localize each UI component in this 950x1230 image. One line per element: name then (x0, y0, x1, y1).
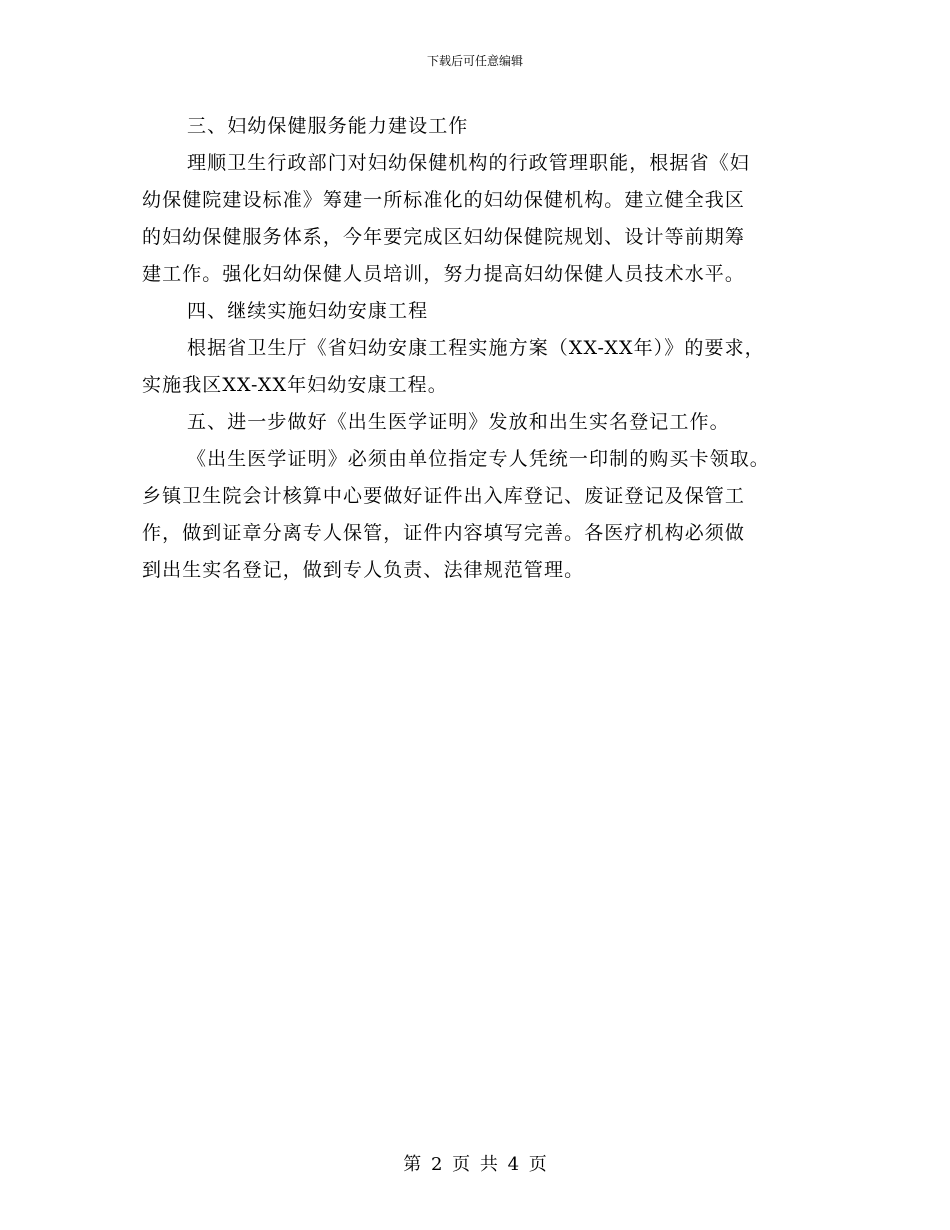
header-note: 下载后可任意编辑 (426, 54, 523, 68)
section-heading: 四、继续实施妇幼安康工程 (187, 300, 429, 322)
document-body (142, 108, 808, 589)
paragraph-line: 建工作。强化妇幼保健人员培训，努力提高妇幼保健人员技术水平。 (142, 263, 746, 285)
paragraph-line: 乡镇卫生院会计核算中心要做好证件出入库登记、废证登记及保管工 (142, 485, 746, 507)
paragraph-line: 到出生实名登记，做到专人负责、法律规范管理。 (142, 559, 585, 581)
page-footer (0, 1153, 950, 1177)
section-heading: 三、妇幼保健服务能力建设工作 (187, 115, 469, 137)
page-number: 第 2 页 共 4 页 (403, 1154, 547, 1175)
paragraph-line: 根据省卫生厅《省妇幼安康工程实施方案（XX-XX年）》的要求， (187, 337, 765, 359)
paragraph-line: 《出生医学证明》必须由单位指定专人凭统一印制的购买卡领取。 (187, 448, 770, 470)
page-header (0, 54, 950, 68)
paragraph-line: 的妇幼保健服务体系，今年要完成区妇幼保健院规划、设计等前期筹 (142, 226, 746, 248)
paragraph-line: 理顺卫生行政部门对妇幼保健机构的行政管理职能，根据省《妇 (187, 152, 750, 174)
paragraph-line: 幼保健院建设标准》筹建一所标准化的妇幼保健机构。建立健全我区 (142, 189, 746, 211)
paragraph-line: 作，做到证章分离专人保管，证件内容填写完善。各医疗机构必须做 (142, 522, 746, 544)
section-heading: 五、进一步做好《出生医学证明》发放和出生实名登记工作。 (187, 411, 730, 433)
paragraph-line: 实施我区XX-XX年妇幼安康工程。 (142, 374, 448, 396)
